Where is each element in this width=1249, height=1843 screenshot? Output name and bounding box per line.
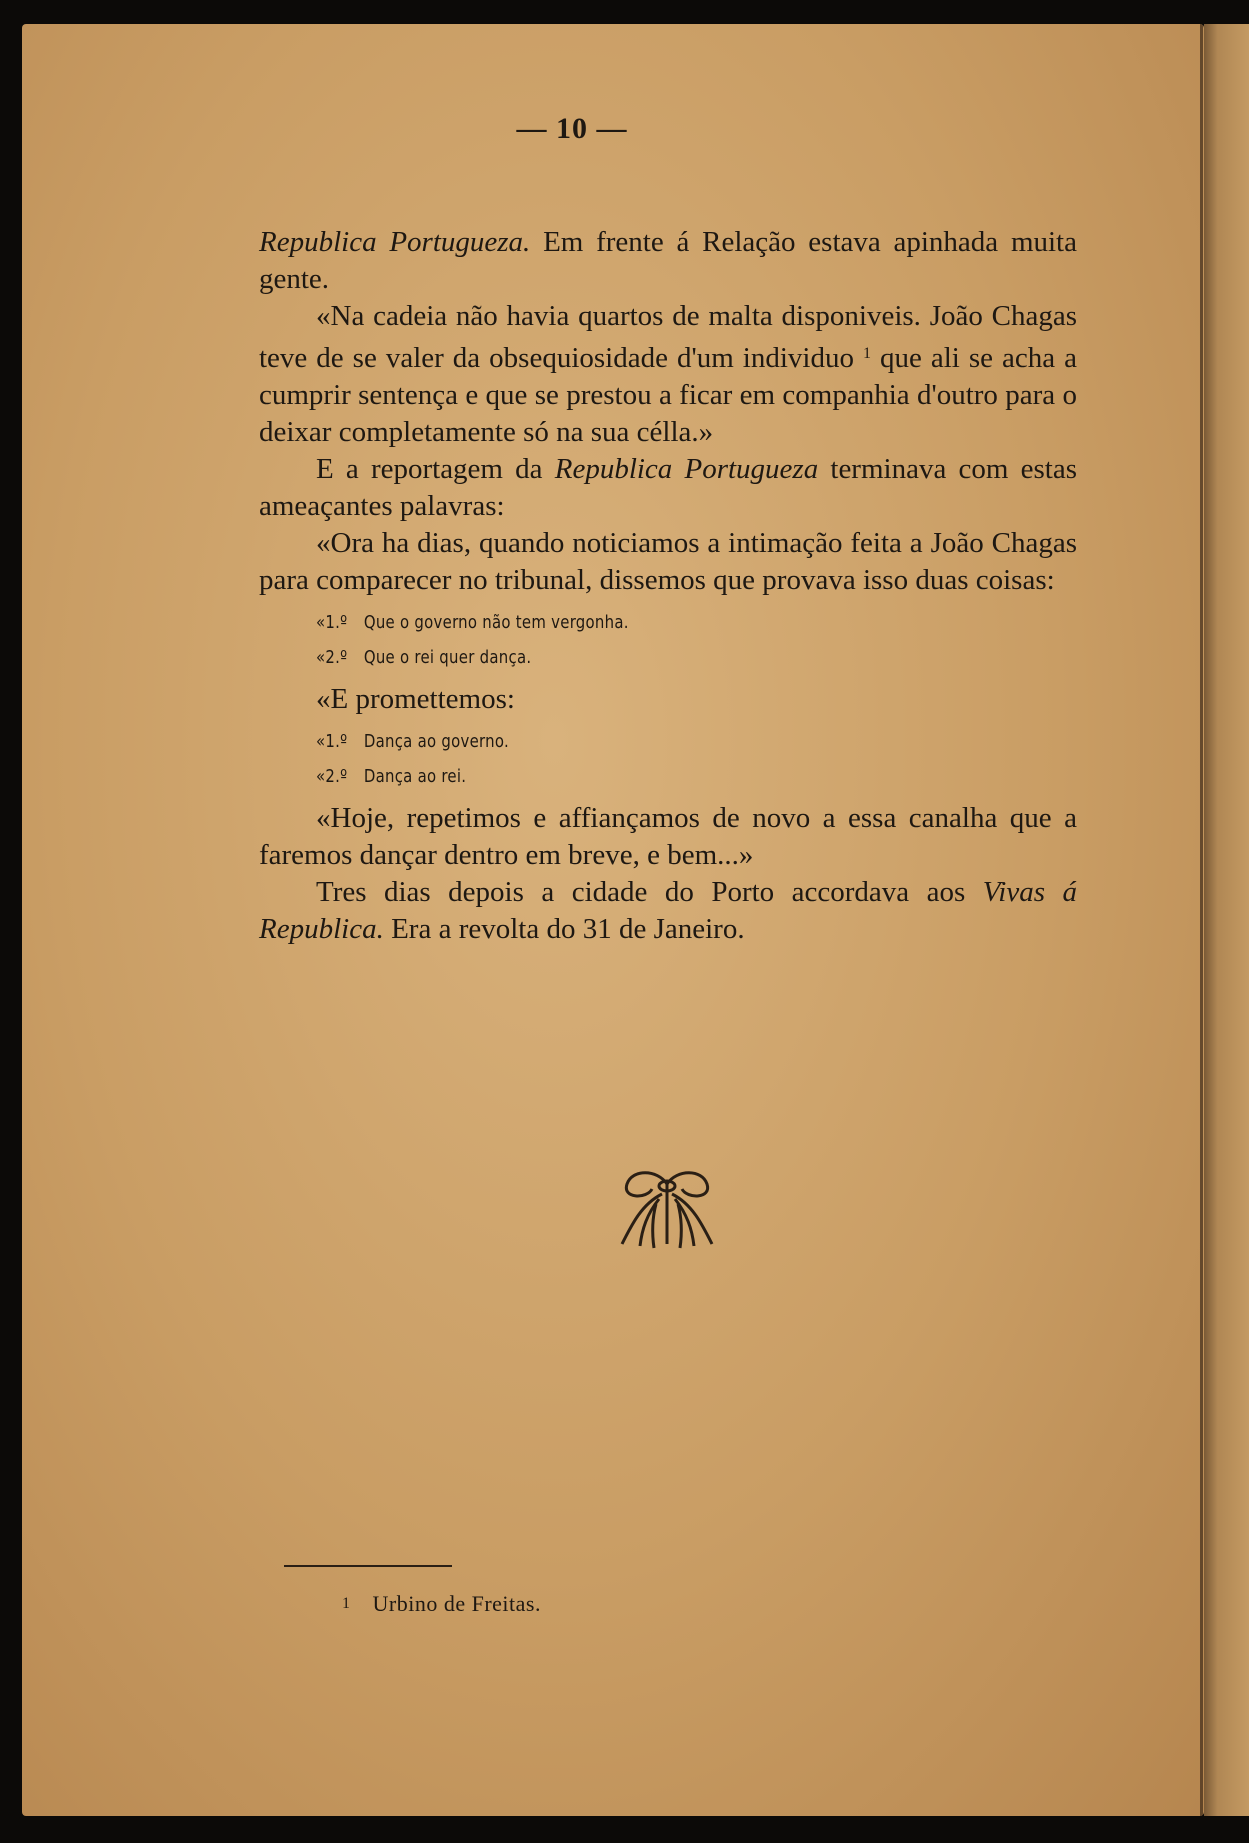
list-text: Que o rei quer dança. bbox=[363, 647, 532, 668]
page-gutter bbox=[1200, 24, 1203, 1816]
text-run: E a reportagem da bbox=[316, 453, 555, 485]
promettemos-line: «E promettemos: bbox=[316, 683, 515, 715]
numbered-list-one bbox=[316, 605, 1016, 675]
body-text bbox=[259, 224, 1077, 948]
text-run: «Ora ha dias, quando noticiamos a intimação feita a João Chagas para comparecer no tribunal, dissemos que provava isso duas coisas: bbox=[259, 527, 1077, 596]
list-item bbox=[316, 605, 1016, 640]
list-item bbox=[316, 724, 1016, 759]
list-item bbox=[316, 640, 1016, 675]
footnote-text: Urbino de Freitas. bbox=[372, 1591, 541, 1616]
paragraph bbox=[259, 874, 1077, 948]
paragraph bbox=[259, 451, 1077, 525]
list-text: Dança ao governo. bbox=[363, 731, 509, 752]
list-number: «2.º bbox=[316, 647, 348, 668]
list-number: «1.º bbox=[316, 612, 348, 633]
text-run: terminava com estas ameaçantes palavras: bbox=[259, 453, 1077, 522]
footnote bbox=[342, 1591, 541, 1617]
italic-text: Republica Portugueza. bbox=[259, 226, 531, 258]
list-number: «1.º bbox=[316, 731, 348, 752]
paragraph bbox=[259, 298, 1077, 451]
text-run: «Na cadeia não havia quartos de malta disponiveis. João Chagas teve de se valer da obsequiosidade d'um individuo bbox=[259, 300, 1077, 374]
list-number: «2.º bbox=[316, 766, 348, 787]
list-item bbox=[316, 759, 1016, 794]
adjacent-page-edge bbox=[1204, 24, 1249, 1816]
text-run: Em frente á Relação estava apinhada muita gente. bbox=[259, 226, 1077, 295]
text-run: «Hoje, repetimos e affiançamos de novo a essa canalha que a faremos dançar dentro em breve, e bem...» bbox=[259, 802, 1077, 871]
book-page bbox=[22, 24, 1204, 1816]
text-run: que ali se acha a cumprir sentença e que se prestou a ficar em companhia d'outro para o deixar completamente só na sua célla.» bbox=[259, 342, 1077, 448]
page-number: — 10 — bbox=[516, 112, 628, 145]
italic-text: Vivas á Republica. bbox=[259, 876, 1077, 945]
list-text: Dança ao rei. bbox=[363, 766, 467, 787]
text-run: Era a revolta do 31 de Janeiro. bbox=[383, 913, 745, 945]
paragraph bbox=[259, 525, 1077, 599]
footnote-mark: 1 bbox=[342, 1595, 351, 1612]
fleuron-ornament-icon bbox=[612, 1164, 722, 1254]
italic-text: Republica Portugueza bbox=[554, 453, 819, 485]
text-run: Tres dias depois a cidade do Porto accordava aos bbox=[316, 876, 983, 908]
paragraph bbox=[259, 224, 1077, 298]
list-text: Que o governo não tem vergonha. bbox=[363, 612, 629, 633]
numbered-list-two bbox=[316, 724, 1016, 794]
paragraphs-top bbox=[259, 224, 1077, 599]
footnote-reference: 1 bbox=[862, 345, 871, 362]
paragraphs-bottom bbox=[259, 800, 1077, 948]
paragraph bbox=[259, 800, 1077, 874]
footnote-rule bbox=[284, 1565, 452, 1567]
